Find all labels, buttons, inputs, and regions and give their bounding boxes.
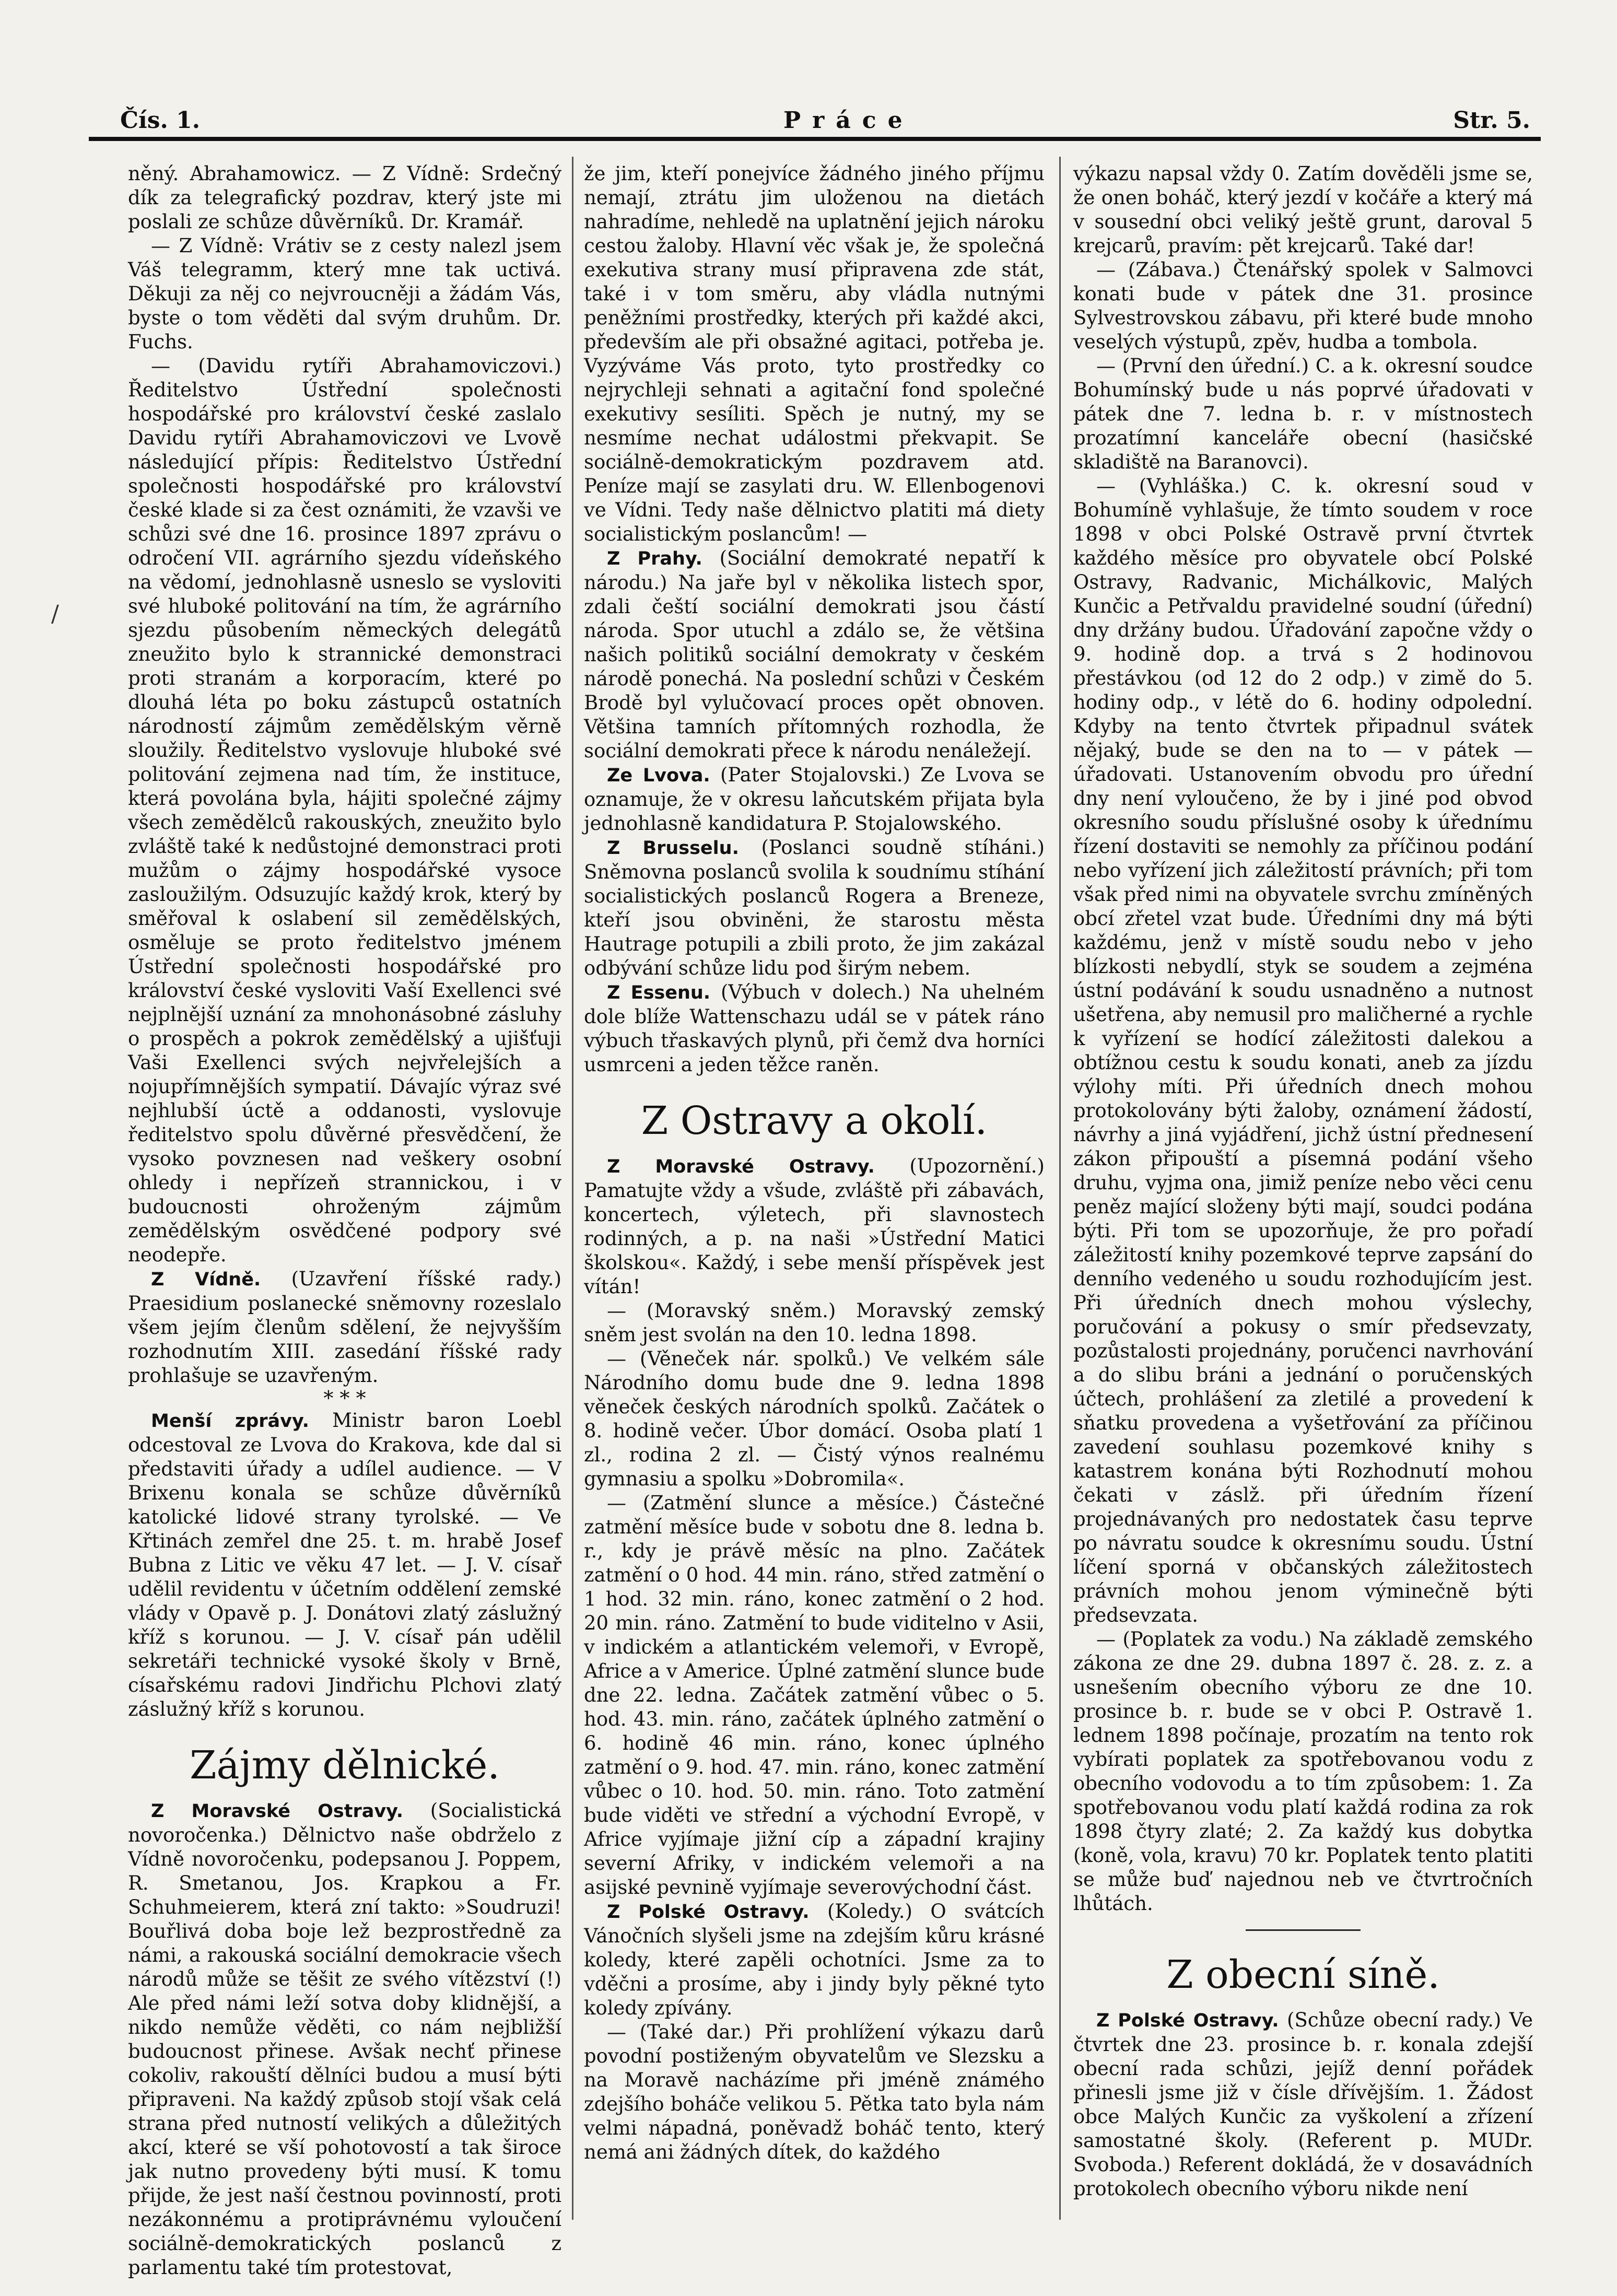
column-divider <box>572 157 573 2220</box>
article-body: (Pater Stojalovski.) Ze Lvova se oznamuje, že v okresu laňcutském přijata byla jednohlasně kandidatura P. Stojalowského. <box>584 764 1045 835</box>
paragraph: — (Věneček nár. spolků.) Ve velkém sále Národního domu bude dne 9. ledna 1898 věneček českých národních spolků. Začátek o 8. hodině večer. Úbor domácí. Osoba platí 1 zl., rodina 2 zl. — Čistý výnos realnému gymnasiu a spolku »Dobromila«. <box>584 1348 1045 1490</box>
article-heading: Z Moravské Ostravy. <box>607 1156 875 1177</box>
newspaper-title: Práce <box>783 107 914 134</box>
article <box>128 1267 561 1388</box>
article <box>584 546 1045 763</box>
paragraph: výkazu napsal vždy 0. Zatím dověděli jsme se, že onen boháč, který jezdí v kočáře a který má v sousední obci veliký ještě grunt, daroval 5 krejcarů, pravím: pět krejcarů. Také dar! <box>1073 162 1533 257</box>
paragraph: — (Také dar.) Při prohlížení výkazu darů povodní postiženým obyvatelům ve Slezsku a na Moravě nacházíme při jméně známého zdejšího boháče velikou 5. Pětka tato byla nám velmi nápadná, poněvadž boháč tento, který nemá ani žádných dítek, do každého <box>584 2021 1045 2163</box>
article-heading: Z Brusselu. <box>607 838 739 859</box>
paragraph: — (Zábava.) Čtenářský spolek v Salmovci konati bude v pátek dne 31. prosince Sylvestrovskou zábavu, při které bude mnoho veselých výstupů, zpěv, hudba a tombola. <box>1073 259 1533 353</box>
article-heading: Ze Lvova. <box>607 765 710 786</box>
article-heading: Menší zprávy. <box>151 1411 309 1432</box>
article-heading: Z Essenu. <box>607 982 711 1003</box>
issue-number: Čís. 1. <box>120 107 201 134</box>
section-title: Z Ostravy a okolí. <box>641 1098 988 1143</box>
article <box>584 1900 1045 2020</box>
article-heading: Z Vídně. <box>151 1269 261 1290</box>
article-body: (Výbuch v dolech.) Na uhelném dole blíže Wattenschazu udál se v pátek ráno výbuch třaskavých plynů, při čemž dva horníci usmrceni a jeden těžce raněn. <box>584 981 1045 1076</box>
section-title: Z obecní síně. <box>1166 1952 1440 1997</box>
paragraph: — (Zatmění slunce a měsíce.) Částečné zatmění měsíce bude v sobotu dne 8. ledna b. r., kdy je právě měsíc na plno. Začátek zatmění o 0 hod. 44 min. ráno, střed zatmění o 1 hod. 32 min. ráno, konec zatmění o 2 hod. 20 min. ráno. Zatmění to bude viditelno v Asii, v indickém a atlantickém velemoři, v Evropě, Africe a v Americe. Úplné zatmění slunce bude dne 22. ledna. Začátek zatmění vůbec o 5. hod. 43. min. ráno, začátek úplného zatmění o 6. hodině 46 min. ráno, konec úplného zatmění o 9. hod. 47. min. ráno, konec zatmění vůbec o 10. hod. 50. min. ráno. Toto zatmění bude viděti ve střední a východní Evropě, v Africe vyjímaje jižní cíp a západní krajiny severní Afriky, v indickém velemoři a na asijské pevnině vyjímaje severovýchodní část. <box>584 1492 1045 1899</box>
article <box>584 1154 1045 1299</box>
column-divider <box>1059 157 1061 2220</box>
section-rule <box>1246 1929 1361 1931</box>
column-3 <box>1073 162 1533 2246</box>
article-body: (Upozornění.) Pamatujte vždy a všude, zvláště při zábavách, koncertech, výletech, při slavnostech rodinných, a p. na naši »Ústřední Matici školskou«. Každý, i sebe menší příspěvek jest vítán! <box>584 1155 1045 1298</box>
article-heading: Z Moravské Ostravy. <box>151 1801 404 1822</box>
column-1 <box>128 162 562 2279</box>
paragraph: — Z Vídně: Vrátiv se z cesty nalezl jsem Váš telegramm, který mne tak uctivá. Děkuji za něj co nejvroucněji a žádám Vás, byste o tom věděti dal svým druhům. Dr. Fuchs. <box>128 235 561 353</box>
article-body: (Poslanci soudně stíháni.) Sněmovna poslanců svolila k soudnímu stíhání socialistických poslanců Rogera a Breneze, kteří jsou obviněni, že starostu města Hautrage potupili a zbili proto, že jim zakázal odbývání schůze lidu pod širým nebem. <box>584 836 1045 979</box>
header-rule <box>89 137 1541 141</box>
margin-mark: / <box>51 601 59 627</box>
paragraph: — (Davidu rytíři Abrahamoviczovi.) Ředitelstvo Ústřední společnosti hospodářské pro království české zaslalo Davidu rytíři Abrahamoviczovi ve Lvově následující přípis: Ředitelstvo Ústřední společnosti hospodářské pro království české klade si za čest oznámiti, že vzavši ve schůzi své dne 16. prosince 1897 zprávu o odročení VII. agrárního sjezdu vídeňského na vědomí, jednohlasně usneslo se vysloviti své hluboké politování na tím, že agrárního sjezdu působením německých delegátů zneužito bylo k strannické demonstraci proti stranám a korporacím, které po dlouhá léta po boku zástupců ostatních národností zájmům zemědělským věrně sloužily. Ředitelstvo vyslovuje hluboké své politování zejmena nad tím, že instituce, která povolána byla, hájiti společné zájmy všech zemědělců rakouských, zneužito bylo zvláště také k nedůstojné demonstraci proti mužům o zájmy hospodářské vysoce zasloužilým. Odsuzujíc každý krok, který by směřoval k oslabení sil zemědělských, osměluje se proto ředitelstvo jménem Ústřední společnosti hospodářské pro království české vysloviti Vaší Exellenci své nejplnější uznání za mnohonásobné zásluhy o prospěch a pokrok zemědělský a ujišťuji Vaši Exellenci svých nejvřelejších a nojupřímnějších sympatií. Dávajíc výraz své nejhlubší úctě a oddanosti, vyslovuje ředitelstvo spolu důvěrné přesvědčení, že vysoko povznesen nad veškery osobní ohledy i nepřízeň strannickou, i v budoucnosti ohroženým zájmům zemědělským osvědčené podpory své neodepře. <box>128 355 561 1266</box>
separator-stars: * * * <box>323 1387 366 1410</box>
column-2 <box>584 162 1045 2246</box>
article-heading: Z Polské Ostravy. <box>607 1902 810 1923</box>
article <box>584 763 1045 836</box>
paragraph: — (První den úřední.) C. a k. okresní soudce Bohumínský bude u nás poprvé úřadovati v pátek dne 7. ledna b. r. v místnostech prozatímní kanceláře obecní (hasičské skladiště na Baranovci). <box>1073 355 1533 473</box>
article-body: (Sociální demokraté nepatří k národu.) Na jaře byl v několika listech spor, zdali čeští sociální demokrati jsou částí národa. Spor utuchl a zdálo se, že většina našich politiků sociální demokraty v českém národě ponechá. Na poslední schůzi v Českém Brodě byl vylučovací proces opět obnoven. Většina tamních přítomných rozhodla, že sociální demokrati přece k národu nenáležejí. <box>584 547 1045 762</box>
article-body: Ministr baron Loebl odcestoval ze Lvova do Krakova, kde dal si představiti úřady a udílel audience. — V Brixenu konala se schůze důvěrníků katolické lidové strany tyrolské. — Ve Křtinách zemřel dne 25. t. m. hrabě Josef Bubna z Litic ve věku 47 let. — J. V. císař udělil revidentu v účetním oddělení zemské vlády v Opavě p. J. Donátovi zlatý záslužný kříž s korunou. — J. V. císař pán udělil sekretáři technické vysoké školy v Brně, císařskému radovi Jindřichu Plchovi zlatý záslužný kříž s korunou. <box>128 1409 562 1720</box>
article <box>584 836 1045 980</box>
article <box>584 980 1045 1077</box>
paragraph: — (Poplatek za vodu.) Na základě zemského zákona ze dne 29. dubna 1897 č. 28. z. z. a usnešením obecního výboru ze dne 10. prosince b. r. bude se v obci P. Ostravě 1. lednem 1898 počínaje, prozatím na tento rok vybírati poplatek za spotřebovanou vodu z obecního vodovodu a to tím způsobem: 1. Za spotřebovanou vodu platí každá rodina za rok 1898 čtyry zlaté; 2. Za každý kus dobytka (koně, vola, kravu) 70 kr. Poplatek tento platiti se může buď najednou neb ve čtvrtročních lhůtách. <box>1073 1628 1533 1915</box>
paragraph: — (Vyhláška.) C. k. okresní soud v Bohumíně vyhlašuje, že tímto soudem v roce 1898 v obci Polské Ostravě první čtvrtek každého měsíce pro obyvatele obcí Polské Ostravy, Radvanic, Michálkovic, Malých Kunčic a Petřvaldu pravidelné soudní (úřední) dny držány budou. Úřadování započne vždy o 9. hodině dop. a trvá s 2 hodinovou přestávkou (od 12 do 2 odp.) v zimě do 5. hodiny odp., v létě do 6. hodiny odpolední. Kdyby na tento čtvrtek připadnul svátek nějaký, bude se den na to — v pátek — úřadovati. Ustanovením obvodu pro úřední dny není vyloučeno, že by i jiné pod obvod okresního soudu příslušné osoby k úřednímu řízení dostaviti se nemohly za příčinou podání nebo vyřízení jich záležitostí právních; při tom však před nimi na obyvatele svrchu zmíněných obcí zřetel vzat bude. Úředními dny má býti každému, jenž v místě soudu nebo v jeho blízkosti nebydlí, styk se soudem a zejména ústní podávání k soudu usnadněno a nutnost ušetřena, aby nemusil pro maličherné a rychle k vyřízení se hodící záležitosti dalekou a obtížnou cestu k soudu konati, aneb za jízdu výlohy míti. Při úředních dnech mohou protokolovány býti žaloby, oznámení žádostí, návrhy a jiná vyjádření, jichž ústní přednesení zákon připouští a písemná podání všeho druhu, vyjma ona, jimiž peníze nebo věci cenu peněz mající složeny býti mají, soudci podána býti. Při tom se upozorňuje, že pro pořadí záležitostí knihy pozemkové teprve zapsání do denního vedeného u soudu rozhodujícím jest. Při úředních dnech mohou výslechy, poručování a pokusy o smír předsevzaty, pozůstalosti projednány, poručenci navrhování a do slibu bráni a jednání o poručenských účtech, prohlášení za zletilé a provedení k sňatku provedena a vyšetřování za příčinou zavedení souhlasu pozemkové knihy s katastrem konána býti Rozhodnutí mohou čekati v záslž. při úředním řízení projednávaných pro nedostatek času teprve po návratu soudce k okresnímu soudu. Ústní líčení sporná v občanských záležitostech právních mohou jenom výminečně býti předsevzata. <box>1073 475 1533 1626</box>
paragraph: — (Moravský sněm.) Moravský zemský sněm jest svolán na den 10. ledna 1898. <box>584 1299 1045 1346</box>
article-heading: Z Prahy. <box>607 548 702 569</box>
page-number: Str. 5. <box>1453 107 1530 134</box>
article-body: (Uzavření říšské rady.) Praesidium poslanecké sněmovny rozeslalo všem jejím členům sdělení, že nejvyšším rozhodnutím XIII. zasedání říšské rady prohlašuje se uzavřeným. <box>128 1268 561 1387</box>
paragraph: že jim, kteří ponejvíce žádného jiného příjmu nemají, ztrátu jim uloženou na dietách nahradíme, nehledě na uplatnění jejich nároku cestou žaloby. Hlavní věc však je, že společná exekutiva strany musí připravena zde stát, také i v tom směru, aby vládla nutnými peněžními prostředky, kterých při každé akci, především ale při obsažné agitaci, potřeba je. Vyzýváme Vás proto, tyto prostředky co nejrychleji sehnati a agitační fond společné exekutivy sesíliti. Spěch je nutný, my se nesmíme nechat událostmi překvapit. Se sociálně-demokratickým pozdravem atd. Peníze mají se zasylati dru. W. Ellenbogenovi ve Vídni. Tedy naše dělnictvo platiti má diety socialistickým poslancům! — <box>584 162 1045 545</box>
article-body: (Socialistická novoročenka.) Dělnictvo naše obdrželo z Vídně novoročenku, podepsanou J. Poppem, R. Smetanou, Jos. Krapkou a Fr. Schuhmeierem, která zní takto: »Soudruzi! Bouřlivá doba boje lež bezprostředně za námi, a rakouská sociální demokracie všech národů může se těšit ze svého vítězství (!) Ale před námi leží sotva doby klidnější, a nikdo nemůže věděti, co nám nejbližší budoucnost přinese. Avšak nechť přinese cokoliv, rakouští dělníci budou a musí býti připraveni. Na každý způsob stojí však celá strana před nutností velikých a důležitých akcí, které se vší pohotovostí a tak široce jak nutno provedeny býti musí. K tomu přijde, že jest naší čestnou povinností, proti nezákonnému a protiprávnému vyloučení sociálně-demokratických poslanců z parlamentu také tím protestovat, <box>128 1799 561 2279</box>
article <box>1073 2008 1533 2201</box>
paragraph: něný. Abrahamowicz. — Z Vídně: Srdečný dík za telegrafický pozdrav, který jste mi poslali ze schůze důvěrníků. Dr. Kramář. <box>128 162 561 233</box>
article <box>128 1409 561 1721</box>
article-body: (Koledy.) O svátcích Vánočních slyšeli jsme na zdejším kůru krásné koledy, které zapěli ochotníci. Jsme za to vděčni a prosíme, aby i jindy byly pěkné tyto koledy zpívány. <box>584 1900 1045 2019</box>
section-title: Zájmy dělnické. <box>190 1743 500 1788</box>
article-heading: Z Polské Ostravy. <box>1096 2010 1279 2031</box>
article <box>128 1799 561 2280</box>
article-body: (Schůze obecní rady.) Ve čtvrtek dne 23. prosince b. r. konala zdejší obecní rada schůzi, jejíž denní pořádek přinesli jsme již v čísle dřívějším. 1. Žádost obce Malých Kunčic za vyškolení a zřízení samostatné školy. (Referent p. MUDr. Svoboda.) Referent dokládá, že v dosavádních protokolech obecního výboru nikde není <box>1073 2009 1533 2200</box>
